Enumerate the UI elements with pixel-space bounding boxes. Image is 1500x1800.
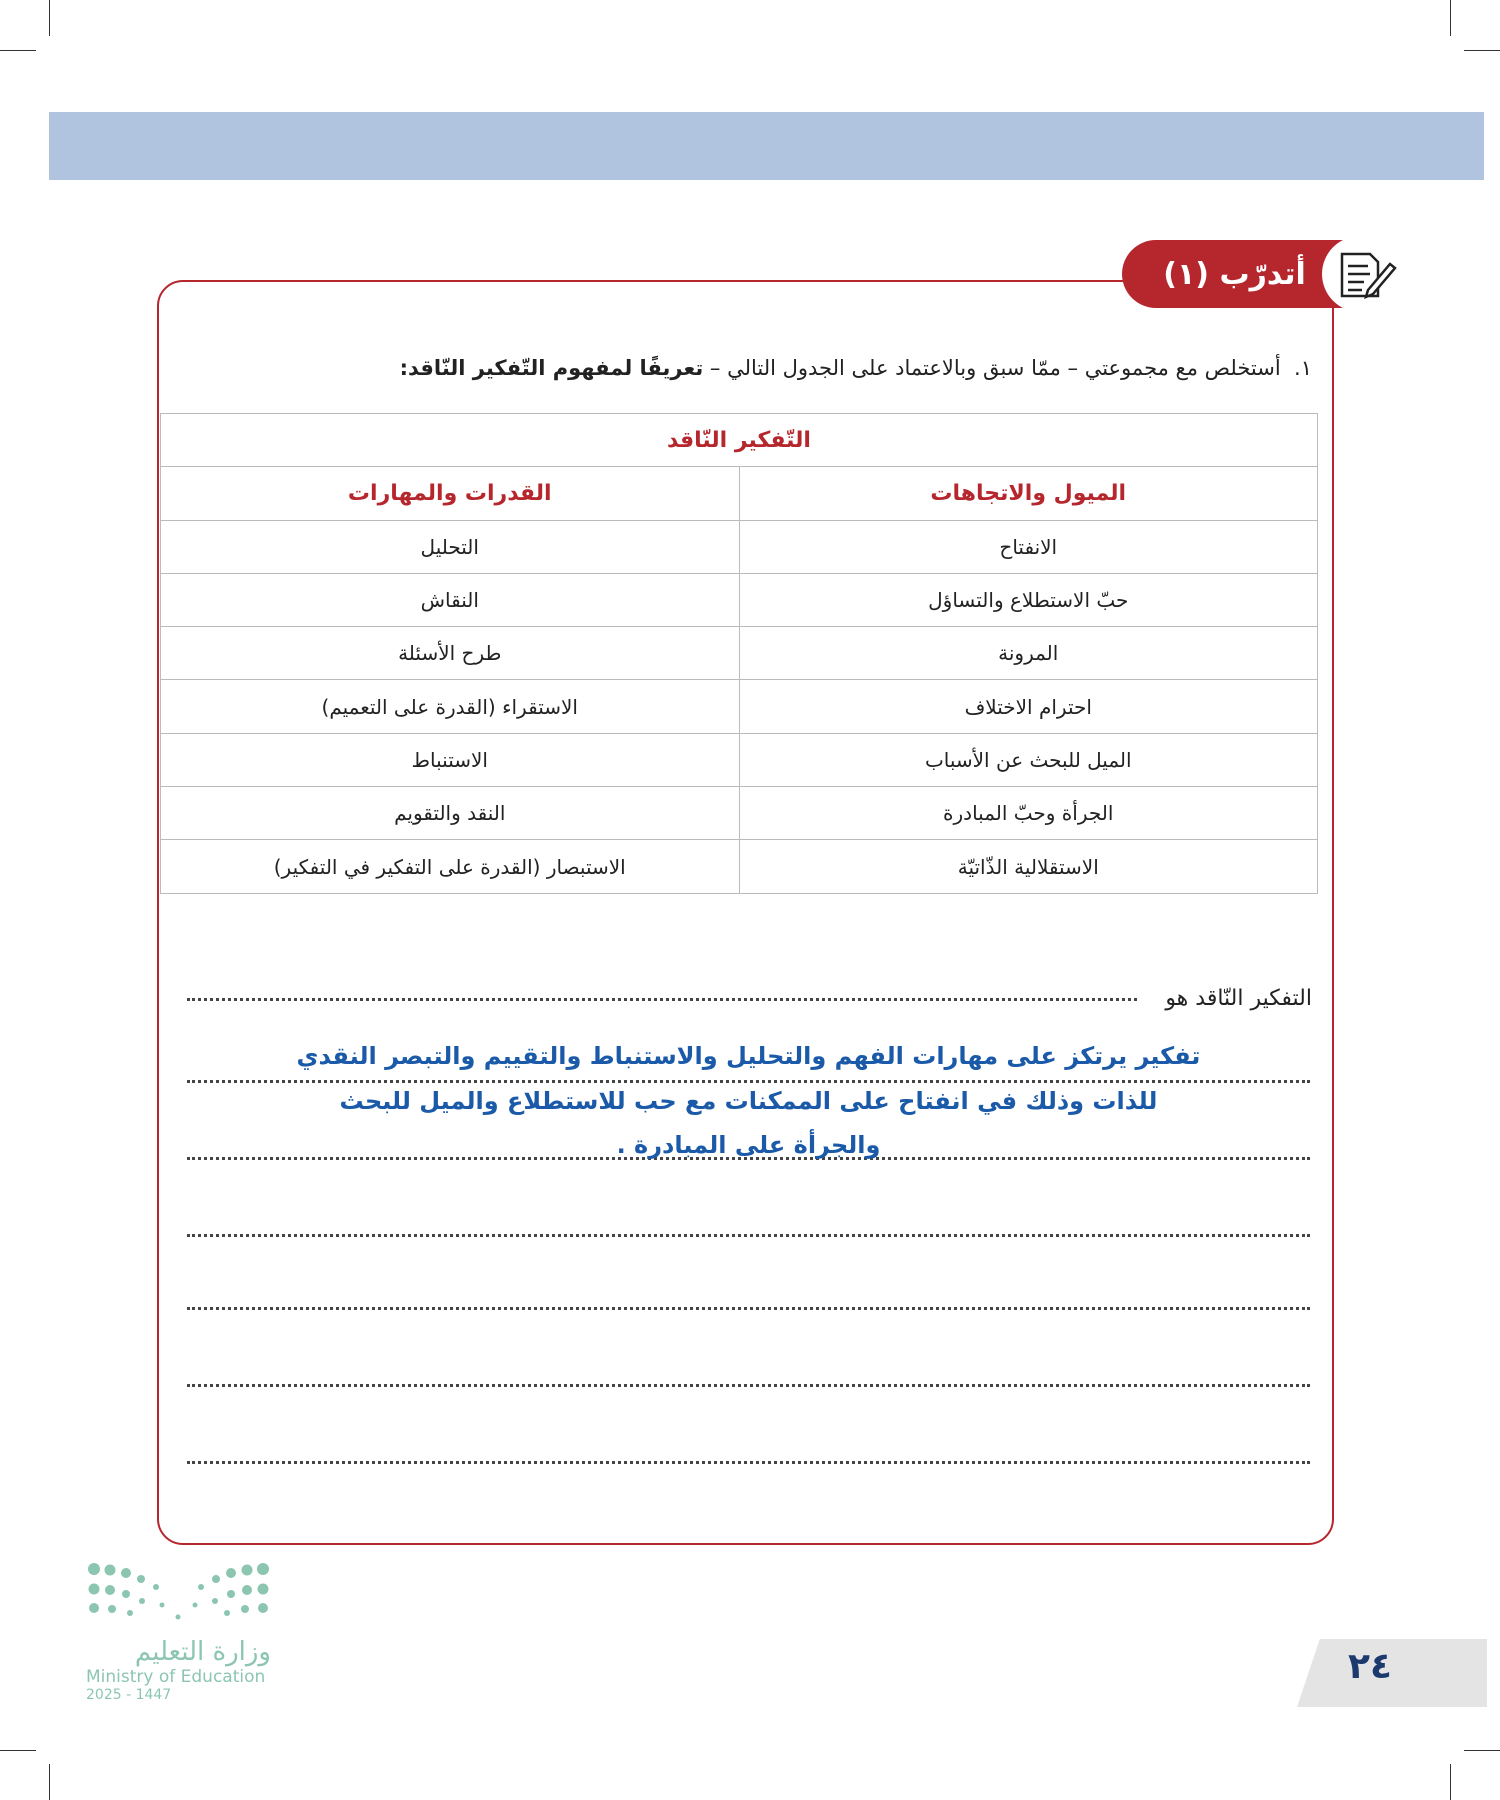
table-cell: حبّ الاستطلاع والتساؤل: [739, 573, 1318, 626]
question-number: ١.: [1294, 356, 1312, 380]
table-cell: المرونة: [739, 627, 1318, 680]
note-edit-icon: [1338, 250, 1400, 300]
header-band: [49, 112, 1484, 180]
table-cell: الاستقراء (القدرة على التعميم): [161, 680, 740, 733]
crop-mark: [0, 50, 36, 51]
crop-mark: [49, 1764, 50, 1800]
logo-year: 2025 - 1447: [86, 1687, 172, 1703]
logo-arabic: وزارة التعليم: [134, 1637, 271, 1667]
answer-line: للذات وذلك في انفتاح على الممكنات مع حب للاستطلاع والميل للبحث: [339, 1087, 1158, 1115]
table-cell: الميل للبحث عن الأسباب: [739, 733, 1318, 786]
table-cell: الاستنباط: [161, 733, 740, 786]
crop-mark: [0, 1750, 36, 1751]
question-emphasis: تعريفًا لمفهوم التّفكير النّاقد:: [399, 356, 704, 380]
critical-thinking-table: [160, 413, 1318, 894]
table-cell: طرح الأسئلة: [161, 627, 740, 680]
answer-label: التفكير النّاقد هو: [1165, 986, 1312, 1011]
table-row: [161, 840, 1318, 893]
logo-dots-icon: [86, 1561, 271, 1621]
table-title: التّفكير النّاقد: [161, 414, 1318, 467]
dotted-line[interactable]: [187, 1384, 1310, 1387]
table-row: [161, 627, 1318, 680]
table-cell: الانفتاح: [739, 520, 1318, 573]
crop-mark: [1450, 1764, 1451, 1800]
table-cell: التحليل: [161, 520, 740, 573]
question-text: [400, 356, 1312, 380]
activity-title: أتدرّب (١): [1163, 256, 1306, 292]
table-cell: الاستقلالية الذّاتيّة: [739, 840, 1318, 893]
crop-mark: [1464, 1750, 1500, 1751]
dotted-line[interactable]: [187, 1461, 1310, 1464]
crop-mark: [1450, 0, 1451, 36]
crop-mark: [49, 0, 50, 36]
page-number: ٢٤: [1348, 1646, 1392, 1687]
table-cell: النقد والتقويم: [161, 787, 740, 840]
table-row: [161, 680, 1318, 733]
table-row: [161, 573, 1318, 626]
table-row: [161, 787, 1318, 840]
activity-badge: [1122, 240, 1347, 308]
table-row: [161, 520, 1318, 573]
answer-line: والجرأة على المبادرة .: [616, 1131, 881, 1159]
logo-english: Ministry of Education: [86, 1667, 266, 1687]
dotted-line[interactable]: [187, 1080, 1310, 1083]
table-cell: الجرأة وحبّ المبادرة: [739, 787, 1318, 840]
table-row: [161, 733, 1318, 786]
table-header: القدرات والمهارات: [161, 467, 740, 520]
answer-line: تفكير يرتكز على مهارات الفهم والتحليل والاستنباط والتقييم والتبصر النقدي: [296, 1042, 1201, 1070]
table-header: الميول والاتجاهات: [739, 467, 1318, 520]
ministry-logo: [86, 1561, 271, 1703]
dotted-line[interactable]: [187, 1307, 1310, 1310]
table-cell: الاستبصار (القدرة على التفكير في التفكير): [161, 840, 740, 893]
dotted-line[interactable]: [187, 1234, 1310, 1237]
dotted-line[interactable]: [187, 998, 1137, 1001]
table-cell: احترام الاختلاف: [739, 680, 1318, 733]
crop-mark: [1464, 50, 1500, 51]
question-body: أستخلص مع مجموعتي – ممّا سبق وبالاعتماد على الجدول التالي –: [703, 356, 1281, 380]
table-cell: النقاش: [161, 573, 740, 626]
